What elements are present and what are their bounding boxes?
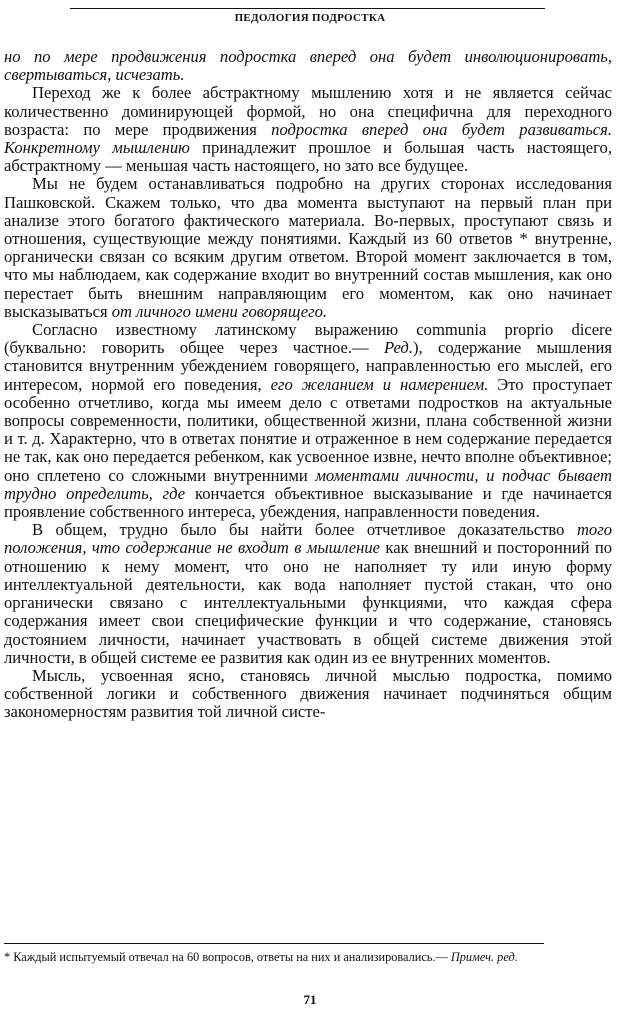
paragraph-1-italic: но по мере продвижения подростка вперед она будет инволюционировать, свертываться, исчезать.	[4, 47, 612, 85]
paragraph-3	[4, 175, 612, 321]
footnote-text: * Каждый испытуемый отвечал на 60 вопросов, ответы на них и анализировались.—	[4, 950, 451, 964]
paragraph-3-text: Мы не будем останавливаться подробно на других сторонах исследования Пашковской. Скажем только, что два момента выступают на первый план при анализе этого богатого фактического материала. Во-первых, проступают связь и отношения, существующие между понятиями. Каждый из 60 ответов * внутренне, органически связан со всяким другим ответом. Второй момент заключается в том, что мы наблюдаем, как содержание входит во внутренний состав мышления, как оно перестает быть внешним направляющим его моментом, как оно начинает высказываться	[4, 174, 612, 321]
paragraph-4	[4, 321, 612, 521]
paragraph-2-text: Переход же к более абстрактному мышлению хотя и не является сейчас количественно доминирующей формой, но она специфична для переходного возраста: по мере продвижения	[4, 83, 612, 139]
paragraph-6	[4, 667, 612, 722]
main-text	[4, 48, 612, 722]
paragraph-3-italic: от личного имени говорящего.	[111, 301, 328, 321]
paragraph-5-text-2: как внешний и посторонний по отношению к нему момент, что оно не наполняет ту или иную форму интеллектуальной деятельности, как вода наполняет пустой стакан, что оно органически связано с интеллектуальными функциями, что каждая сфера содержания имеет свои специфические функции и что содержание, становясь достоянием личности, начинает участвовать в общей системе движения этой личности, в общей системе ее развития как один из ее внутренних моментов.	[4, 538, 612, 667]
paragraph-2-italic: подростка вперед она будет развиваться. Конкретному мышлению	[4, 119, 612, 158]
page-number: 71	[303, 992, 317, 1007]
footnote	[4, 950, 612, 965]
paragraph-4-italic-3: моментами личности, и подчас бывает трудно определить, где	[4, 465, 613, 503]
paragraph-4-text: Согласно известному латинскому выражению communia proprio dicere (буквально: говорить общее через частное.—	[4, 320, 612, 358]
paragraph-4-italic-ed: Ред.	[383, 338, 413, 358]
paragraph-2	[4, 84, 612, 175]
paragraph-6-text: Мысль, усвоенная ясно, становясь личной мыслью подростка, помимо собственной логики и собственного движения начинает подчиняться общим закономерностям развития той личной систе-	[4, 665, 612, 722]
paragraph-5-italic: того положения, что содержание не входит в мышление	[4, 520, 612, 558]
paragraph-4-text-2: ), содержание мышления становится внутренним убеждением говорящего, направленностью его мыслей, его интересом, нормой его поведения,	[4, 338, 612, 394]
paragraph-2-text-end: принадлежит прошлое и большая часть настоящего, абстрактному — меньшая часть настоящего, но зато все будущее.	[4, 138, 612, 176]
footnote-rule	[4, 943, 544, 944]
footnote-source: Примеч. ред.	[450, 950, 518, 964]
running-title: ПЕДОЛОГИЯ ПОДРОСТКА	[234, 12, 386, 24]
paragraph-1	[4, 48, 612, 84]
paragraph-4-text-3: Это проступает особенно отчетливо, когда мы имеем дело с ответами подростков на актуальные вопросы современности, политики, общественной жизни, плана собственной жизни и т. д. Характерно, что в ответах понятие и отраженное в нем содержание передается не так, как оно передается ребенком, как усвоенное извне, нечто вполне объективное; оно сплетено со сложными внутренними	[4, 374, 612, 485]
paragraph-4-italic-2: его желанием и намерением.	[270, 374, 489, 394]
paragraph-4-text-4: кончается объективное высказывание и где начинается проявление собственного интереса, убеждения, направленности поведения.	[4, 483, 613, 522]
paragraph-5-text: В общем, трудно было бы найти более отчетливое доказательство	[32, 520, 577, 540]
header-rule	[70, 8, 545, 9]
paragraph-5	[4, 521, 612, 667]
